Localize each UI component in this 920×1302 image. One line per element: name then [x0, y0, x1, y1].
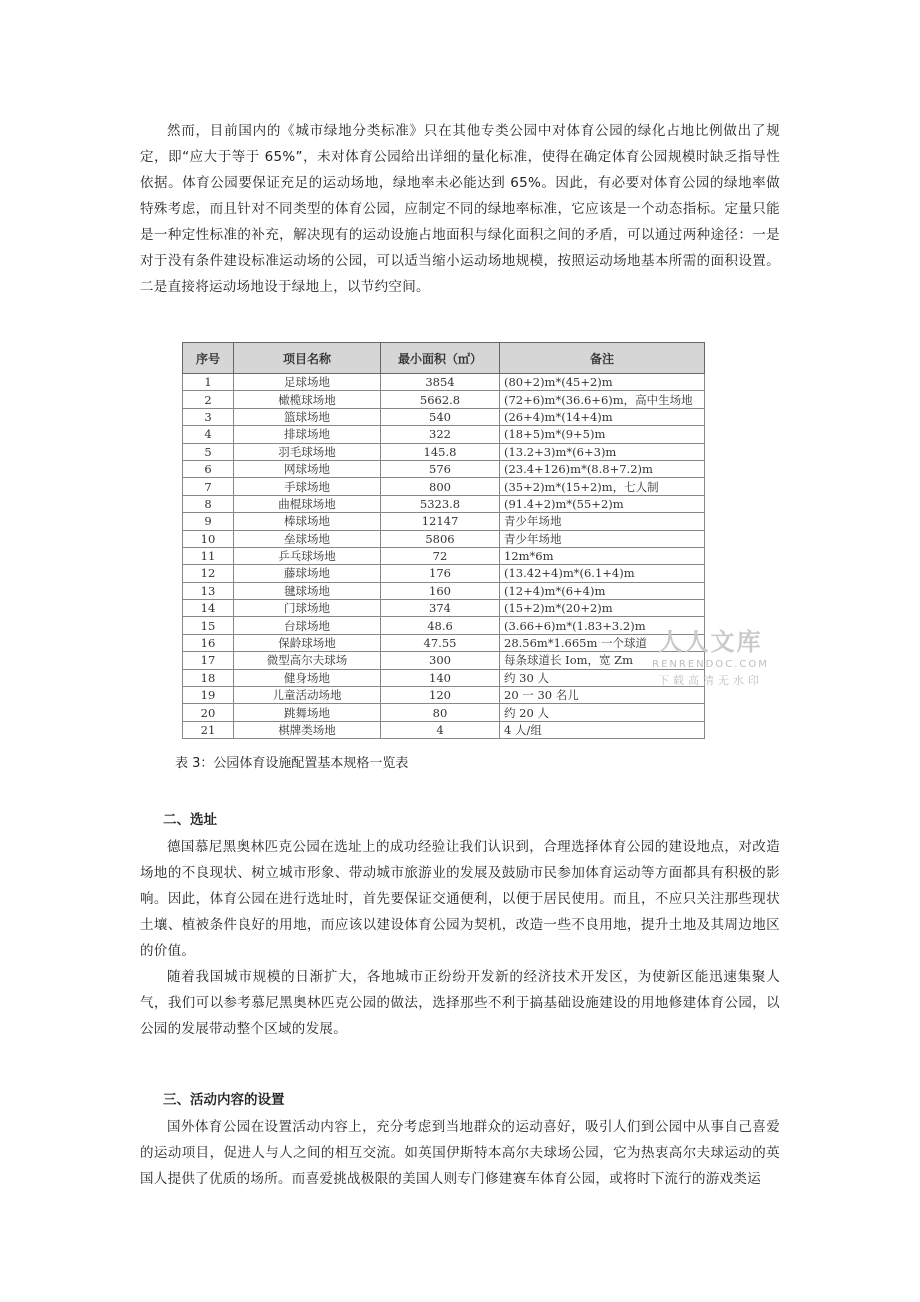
cell-remarks: (13.2+3)m*(6+3)m	[500, 443, 705, 460]
cell-item-name: 曲棍球场地	[234, 495, 381, 512]
cell-item-name: 健身场地	[234, 669, 381, 686]
cell-min-area: 576	[381, 460, 500, 477]
header-item-name: 项目名称	[234, 343, 381, 374]
intro-paragraph: 然而，目前国内的《城市绿地分类标准》只在其他专类公园中对体育公园的绿化占地比例做出了规定，即“应大于等于 65%”，未对体育公园给出详细的量化标准，使得在确定体育公园规模时缺乏指导性依据。体育公园要保证充足的运动场地，绿地率未必能达到 65%。因此，有必要对体育公园的绿地率做特殊考虑，而且针对不同类型的体育公园，应制定不同的绿地率标准，它应该是一个动态指标。定量只能是一种定性标准的补充，解决现有的运动设施占地面积与绿化面积之间的矛盾，可以通过两种途径：一是对于没有条件建设标准运动场的公园，可以适当缩小运动场地规模，按照运动场地基本所需的面积设置。二是直接将运动场地设于绿地上，以节约空间。	[140, 123, 780, 295]
table-row	[183, 408, 705, 425]
cell-min-area: 120	[381, 687, 500, 704]
cell-min-area: 322	[381, 426, 500, 443]
cell-remarks: 4 人/组	[500, 721, 705, 738]
cell-index: 20	[183, 704, 234, 721]
cell-item-name: 藤球场地	[234, 565, 381, 582]
cell-index: 17	[183, 652, 234, 669]
cell-min-area: 3854	[381, 374, 500, 391]
table-row	[183, 600, 705, 617]
cell-remarks: (91.4+2)m*(55+2)m	[500, 495, 705, 512]
section3-paragraph-1: 国外体育公园在设置活动内容上，充分考虑到当地群众的运动喜好，吸引人们到公园中从事自己喜爱的运动项目，促进人与人之间的相互交流。如英国伊斯特本高尔夫球场公园，它为热衷高尔夫球运动的英国人提供了优质的场所。而喜爱挑战极限的美国人则专门修建赛车体育公园，或将时下流行的游戏类运	[140, 1119, 780, 1187]
table-body	[183, 374, 705, 739]
cell-item-name: 垒球场地	[234, 530, 381, 547]
cell-remarks: (13.42+4)m*(6.1+4)m	[500, 565, 705, 582]
table-row	[183, 652, 705, 669]
table-caption: 表 3：公园体育设施配置基本规格一览表	[175, 756, 409, 771]
cell-item-name: 毽球场地	[234, 582, 381, 599]
table-row	[183, 547, 705, 564]
cell-remarks: 青少年场地	[500, 513, 705, 530]
cell-min-area: 5323.8	[381, 495, 500, 512]
table-row	[183, 617, 705, 634]
watermark-url: RENRENDOC.COM	[652, 659, 769, 670]
cell-remarks: (15+2)m*(20+2)m	[500, 600, 705, 617]
cell-item-name: 橄榄球场地	[234, 391, 381, 408]
cell-remarks: 每条球道长 Iom，宽 Zm	[500, 652, 705, 669]
cell-min-area: 5806	[381, 530, 500, 547]
facility-spec-table	[182, 342, 705, 739]
table-row	[183, 374, 705, 391]
table-header-row	[183, 343, 705, 374]
cell-item-name: 羽毛球场地	[234, 443, 381, 460]
cell-index: 4	[183, 426, 234, 443]
cell-index: 16	[183, 634, 234, 651]
cell-item-name: 儿童活动场地	[234, 687, 381, 704]
cell-remarks: (72+6)m*(36.6+6)m，高中生场地	[500, 391, 705, 408]
cell-item-name: 微型高尔夫球场	[234, 652, 381, 669]
watermark-slogan: 下载高清无水印	[658, 674, 763, 687]
table-row	[183, 426, 705, 443]
header-min-area: 最小面积（㎡）	[381, 343, 500, 374]
cell-index: 10	[183, 530, 234, 547]
cell-remarks: 20 一 30 名儿	[500, 687, 705, 704]
table-row	[183, 391, 705, 408]
cell-item-name: 乒乓球场地	[234, 547, 381, 564]
cell-item-name: 手球场地	[234, 478, 381, 495]
section2-heading: 二、选址	[163, 812, 217, 828]
cell-remarks: 28.56m*1.665m 一个球道	[500, 634, 705, 651]
cell-remarks: (23.4+126)m*(8.8+7.2)m	[500, 460, 705, 477]
table-row	[183, 530, 705, 547]
cell-remarks: (3.66+6)m*(1.83+3.2)m	[500, 617, 705, 634]
cell-remarks: 约 30 人	[500, 669, 705, 686]
cell-min-area: 145.8	[381, 443, 500, 460]
cell-item-name: 足球场地	[234, 374, 381, 391]
section2-paragraph-1: 德国慕尼黑奥林匹克公园在选址上的成功经验让我们认识到，合理选择体育公园的建设地点，对改造场地的不良现状、树立城市形象、带动城市旅游业的发展及鼓励市民参加体育运动等方面都具有积极的影响。因此，体育公园在进行选址时，首先要保证交通便利，以便于居民使用。而且，不应只关注那些现状土壤、植被条件良好的用地，而应该以建设体育公园为契机，改造一些不良用地，提升土地及其周边地区的价值。	[140, 839, 780, 959]
cell-index: 2	[183, 391, 234, 408]
cell-index: 18	[183, 669, 234, 686]
cell-min-area: 300	[381, 652, 500, 669]
table-row	[183, 565, 705, 582]
table-row	[183, 721, 705, 738]
cell-index: 7	[183, 478, 234, 495]
table-row	[183, 634, 705, 651]
cell-remarks: 青少年场地	[500, 530, 705, 547]
cell-item-name: 跳舞场地	[234, 704, 381, 721]
cell-min-area: 72	[381, 547, 500, 564]
table-row	[183, 687, 705, 704]
table-row	[183, 704, 705, 721]
cell-item-name: 门球场地	[234, 600, 381, 617]
cell-index: 13	[183, 582, 234, 599]
cell-remarks: (26+4)m*(14+4)m	[500, 408, 705, 425]
cell-item-name: 排球场地	[234, 426, 381, 443]
cell-min-area: 140	[381, 669, 500, 686]
cell-remarks: 约 20 人	[500, 704, 705, 721]
cell-item-name: 棒球场地	[234, 513, 381, 530]
cell-remarks: (18+5)m*(9+5)m	[500, 426, 705, 443]
cell-index: 15	[183, 617, 234, 634]
cell-min-area: 176	[381, 565, 500, 582]
cell-min-area: 160	[381, 582, 500, 599]
watermark-title: 人人文库	[658, 628, 763, 656]
cell-index: 19	[183, 687, 234, 704]
cell-index: 6	[183, 460, 234, 477]
cell-item-name: 网球场地	[234, 460, 381, 477]
table-row	[183, 460, 705, 477]
watermark	[648, 622, 773, 688]
cell-index: 21	[183, 721, 234, 738]
table-row	[183, 495, 705, 512]
table-row	[183, 478, 705, 495]
cell-index: 9	[183, 513, 234, 530]
table-row	[183, 669, 705, 686]
cell-min-area: 374	[381, 600, 500, 617]
cell-index: 5	[183, 443, 234, 460]
section3-heading: 三、活动内容的设置	[163, 1092, 285, 1108]
header-remarks: 备注	[500, 343, 705, 374]
table-row	[183, 582, 705, 599]
cell-min-area: 47.55	[381, 634, 500, 651]
cell-min-area: 4	[381, 721, 500, 738]
cell-min-area: 540	[381, 408, 500, 425]
cell-remarks: (35+2)m*(15+2)m，七人制	[500, 478, 705, 495]
cell-index: 12	[183, 565, 234, 582]
table-row	[183, 443, 705, 460]
cell-remarks: (12+4)m*(6+4)m	[500, 582, 705, 599]
cell-remarks: 12m*6m	[500, 547, 705, 564]
cell-item-name: 保龄球场地	[234, 634, 381, 651]
cell-index: 1	[183, 374, 234, 391]
cell-item-name: 棋牌类场地	[234, 721, 381, 738]
cell-index: 11	[183, 547, 234, 564]
cell-index: 14	[183, 600, 234, 617]
cell-remarks: (80+2)m*(45+2)m	[500, 374, 705, 391]
cell-index: 3	[183, 408, 234, 425]
cell-index: 8	[183, 495, 234, 512]
header-index: 序号	[183, 343, 234, 374]
cell-min-area: 800	[381, 478, 500, 495]
cell-min-area: 48.6	[381, 617, 500, 634]
cell-item-name: 篮球场地	[234, 408, 381, 425]
cell-min-area: 80	[381, 704, 500, 721]
section2-paragraph-2: 随着我国城市规模的日渐扩大，各地城市正纷纷开发新的经济技术开发区，为使新区能迅速集聚人气，我们可以参考慕尼黑奥林匹克公园的做法，选择那些不利于搞基础设施建设的用地修建体育公园，以公园的发展带动整个区域的发展。	[140, 969, 780, 1037]
cell-min-area: 5662.8	[381, 391, 500, 408]
cell-min-area: 12147	[381, 513, 500, 530]
table-row	[183, 513, 705, 530]
cell-item-name: 台球场地	[234, 617, 381, 634]
